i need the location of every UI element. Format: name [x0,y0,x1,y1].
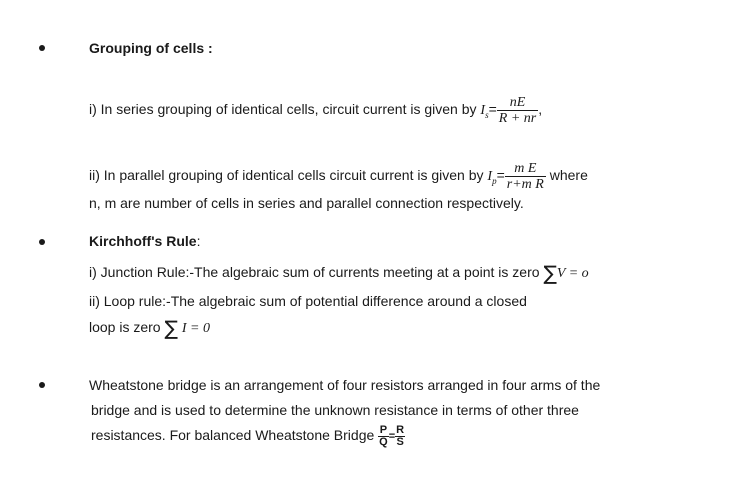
parallel-denominator: r+m R [506,177,544,192]
sigma-icon: ∑ [543,261,557,285]
bullet-wheatstone [39,382,45,388]
parallel-current-symbol: $I_p$ [487,169,497,186]
bullet-kirchhoff [39,239,45,245]
junction-rule-text: i) Junction Rule:-The algebraic sum of currents meeting at a point is zero [89,264,540,280]
parallel-grouping-line [89,161,588,192]
rs-fraction: $\frac{R}{S}$ [396,424,405,448]
loop-expression: I = 0 [181,321,210,336]
parallel-text: ii) In parallel grouping of identical cells circuit current is given by [89,167,484,184]
parallel-numerator: m E [505,161,546,177]
series-fraction [497,95,538,126]
junction-rule-line [89,263,589,283]
series-grouping-line [89,95,542,126]
pq-fraction: $\frac{P}{Q}$ [379,424,388,448]
parallel-where: where [549,167,588,184]
series-current-symbol: $I_s$ [480,103,489,120]
wheatstone-line-3 [91,425,405,448]
series-text: i) In series grouping of identical cells, circuit current is given by [89,101,477,118]
bullet-grouping [39,45,45,51]
parallel-equals: = [496,167,505,184]
heading-grouping-of-cells: Grouping of cells : [89,40,213,56]
series-denominator: R + nr [498,111,537,126]
wheatstone-line-1: Wheatstone bridge is an arrangement of four resistors arranged in four arms of the [89,377,601,393]
series-equals: = [488,101,497,118]
loop-rule-line-2 [89,318,210,338]
parallel-fraction [505,161,546,192]
heading-kirchhoffs-rule: Kirchhoff's Rule: [89,233,201,249]
junction-expression: V = o [556,266,589,281]
loop-rule-text: loop is zero [89,319,161,335]
loop-rule-line-1: ii) Loop rule:-The algebraic sum of potential difference around a closed [89,293,527,309]
wheatstone-equals: = [388,430,396,443]
wheatstone-text: resistances. For balanced Wheatstone Bridge [91,427,375,444]
series-numerator: nE [497,95,538,111]
wheatstone-line-2: bridge and is used to determine the unknown resistance in terms of other three [91,402,579,418]
parallel-explanation: n, m are number of cells in series and parallel connection respectively. [89,195,524,211]
series-comma: , [538,101,543,118]
sigma-icon: ∑ [164,316,178,340]
